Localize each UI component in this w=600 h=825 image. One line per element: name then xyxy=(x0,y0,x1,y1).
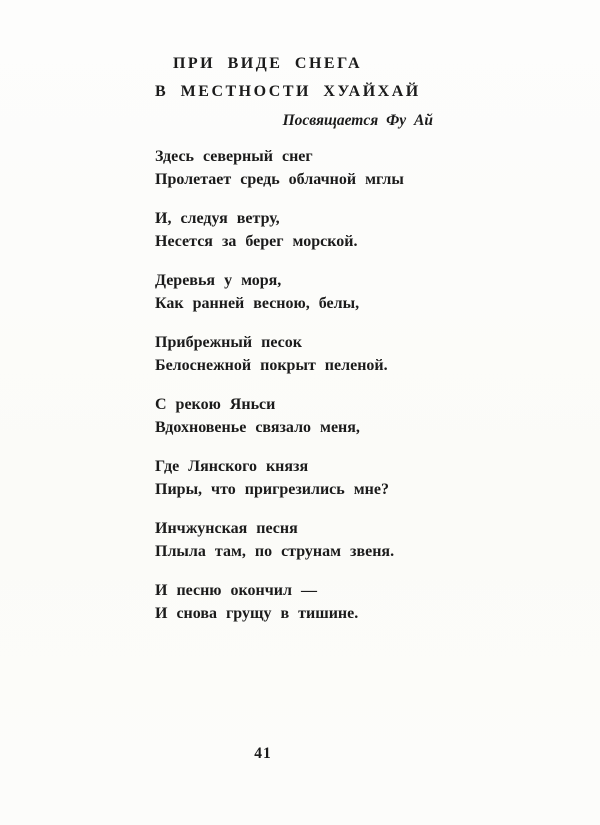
stanza xyxy=(155,207,455,253)
stanza xyxy=(155,145,455,191)
stanza xyxy=(155,579,455,625)
page-number: 41 xyxy=(254,745,272,762)
poem-title xyxy=(155,50,421,106)
poem-line: Как ранней весною, белы, xyxy=(155,295,360,312)
stanza xyxy=(155,331,455,377)
stanza xyxy=(155,393,455,439)
poem-title-line-1: ПРИ ВИДЕ СНЕГА xyxy=(172,55,363,72)
stanza xyxy=(155,455,455,501)
poem-line: Деревья у моря, xyxy=(155,272,282,289)
stanza xyxy=(155,269,455,315)
poem-title-line-2: В МЕСТНОСТИ ХУАЙХАЙ xyxy=(155,83,421,100)
poem-line: Плыла там, по струнам звеня. xyxy=(155,543,395,560)
poem-line: И, следуя ветру, xyxy=(155,210,280,227)
poem-line: Вдохновенье связало меня, xyxy=(155,419,360,436)
poem-line: Пиры, что пригрезились мне? xyxy=(155,481,389,498)
poem-line: И снова грущу в тишине. xyxy=(155,605,359,622)
poem-line: Пролетает средь облачной мглы xyxy=(155,171,404,188)
poem-line: Инчжунская песня xyxy=(155,520,298,537)
dedication: Посвящается Фу Ай xyxy=(282,112,433,129)
poem-line: Где Лянского князя xyxy=(155,458,309,475)
poem-line: Здесь северный снег xyxy=(155,148,313,165)
poem-line: Белоснежной покрыт пеленой. xyxy=(155,357,388,374)
poem-line: С рекою Яньси xyxy=(155,396,276,413)
poem-line: Несется за берег морской. xyxy=(155,233,358,250)
poem-line: И песню окончил — xyxy=(155,582,317,599)
poem-line: Прибрежный песок xyxy=(155,334,302,351)
poem-body xyxy=(155,145,455,641)
stanza xyxy=(155,517,455,563)
